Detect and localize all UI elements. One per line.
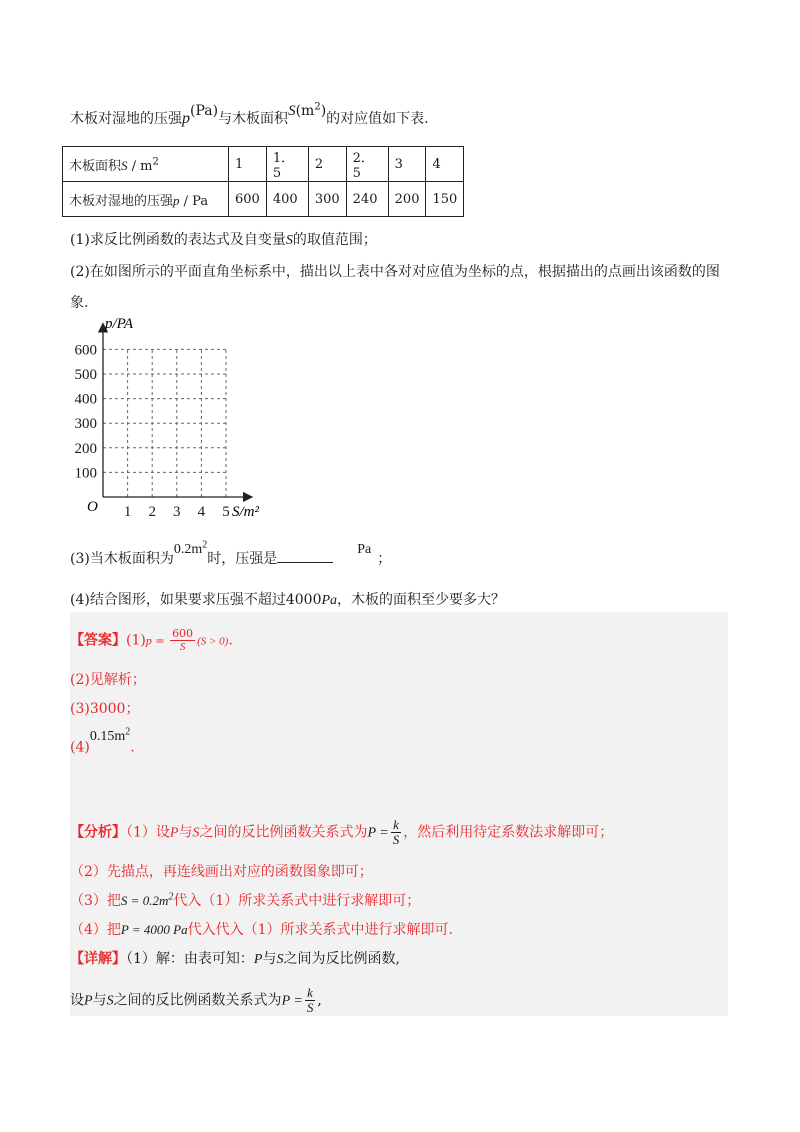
answer-area-value: $0.15m^2$ bbox=[89, 726, 131, 744]
table-row-header-area: 木板面积S / $m^2$ bbox=[63, 147, 229, 182]
intro-line bbox=[70, 101, 429, 128]
detail-line-2: 设P与S之间的反比例函数关系式为P = $\frac{k}{S}$ , bbox=[70, 985, 322, 1015]
analysis-fraction: $\frac{k}{S}$ bbox=[392, 817, 400, 847]
y-tick-label: 100 bbox=[74, 465, 97, 482]
p-variable: p bbox=[182, 110, 190, 127]
analysis-line-2: （2）先描点，再连线画出对应的函数图象即可； bbox=[70, 864, 373, 880]
intro-text-1: 木板对湿地的压强 bbox=[70, 111, 182, 127]
table-cell: 200 bbox=[388, 182, 426, 217]
area-value: $0.2m^2$ bbox=[173, 539, 208, 557]
answer-blank[interactable] bbox=[277, 550, 333, 563]
table-cell: 2 bbox=[308, 147, 346, 182]
x-tick-label: 5 bbox=[222, 504, 230, 520]
analysis-label: 【分析】 bbox=[70, 824, 126, 841]
detail-line-1: 【详解】（1）解：由表可知：P与S之间为反比例函数, bbox=[70, 951, 400, 967]
detail-fraction: $\frac{k}{S}$ bbox=[306, 985, 314, 1015]
p-unit: (Pa) bbox=[190, 103, 219, 119]
table-cell: 2．5 bbox=[346, 147, 388, 182]
y-tick-label: 300 bbox=[74, 416, 97, 433]
coordinate-grid-chart bbox=[66, 306, 286, 522]
intro-text-3: 的对应值如下表. bbox=[326, 111, 429, 127]
x-axis-label: S/m² bbox=[232, 504, 259, 520]
table-cell: 150 bbox=[426, 182, 464, 217]
table-row-header-pressure: 木板对湿地的压强p / Pa bbox=[63, 182, 229, 217]
origin-label: O bbox=[87, 499, 98, 515]
answer-line-3: (3)3000； bbox=[70, 701, 140, 717]
x-tick-label: 1 bbox=[123, 504, 132, 520]
answer-fraction: $\frac{600}{S}$ bbox=[172, 627, 194, 653]
value-table bbox=[62, 146, 464, 217]
answer-label: 【答案】 bbox=[70, 632, 126, 649]
table-cell: 300 bbox=[308, 182, 346, 217]
s-unit: $(m^2)$ bbox=[295, 101, 327, 119]
table-cell: 1 bbox=[229, 147, 267, 182]
analysis-line-4: （4）把P = 4000 Pa代入代入（1）所求关系式中进行求解即可. bbox=[70, 922, 453, 938]
y-tick-label: 400 bbox=[74, 391, 97, 408]
table-cell: 240 bbox=[346, 182, 388, 217]
y-tick-label: 500 bbox=[74, 367, 97, 383]
analysis-line-3: （3）把$S = 0.2m^2$代入（1）所求关系式中进行求解即可； bbox=[70, 891, 421, 909]
intro-text-2: 与木板面积 bbox=[218, 111, 289, 127]
y-tick-label: 600 bbox=[74, 342, 97, 359]
table-cell: 600 bbox=[229, 182, 267, 217]
y-axis-label: p/PA bbox=[105, 316, 134, 332]
y-tick-label: 200 bbox=[74, 440, 97, 457]
question-4: (4)结合图形，如果要求压强不超过4000Pa，木板的面积至少要多大？ bbox=[70, 592, 506, 608]
table-row bbox=[63, 182, 464, 217]
question-1: (1)求反比例函数的表达式及自变量S的取值范围； bbox=[70, 232, 377, 248]
question-2-line-2: 象. bbox=[70, 295, 89, 311]
analysis-line-1: 【分析】（1）设P与S之间的反比例函数关系式为P = $\frac{k}{S}$ ，然后利用待定系数法求解即可； bbox=[70, 817, 614, 847]
detail-label: 【详解】 bbox=[70, 951, 126, 967]
answer-line-4: $(4)0.15m^2$. bbox=[70, 726, 135, 756]
s-variable: S bbox=[288, 103, 296, 119]
x-tick-label: 2 bbox=[148, 504, 156, 520]
table-cell: 400 bbox=[266, 182, 308, 217]
pressure-unit: Pa bbox=[357, 542, 372, 557]
question-3: (3)当木板面积为$0.2m^2$时，压强是Pa； bbox=[70, 539, 392, 567]
table-cell: 4 bbox=[426, 147, 464, 182]
x-tick-label: 4 bbox=[197, 504, 206, 520]
question-2-line-1: (2)在如图所示的平面直角坐标系中，描出以上表中各对对应值为坐标的点，根据描出的点画出该函数的图 bbox=[70, 264, 720, 280]
x-tick-label: 3 bbox=[173, 504, 181, 520]
table-row bbox=[63, 147, 464, 182]
table-cell: 1．5 bbox=[266, 147, 308, 182]
answer-line-2: (2)见解析； bbox=[70, 672, 146, 688]
table-cell: 3 bbox=[388, 147, 426, 182]
answer-line-1: 【答案】(1)p = $\frac{600}{S}$ (S > 0). bbox=[70, 627, 233, 653]
